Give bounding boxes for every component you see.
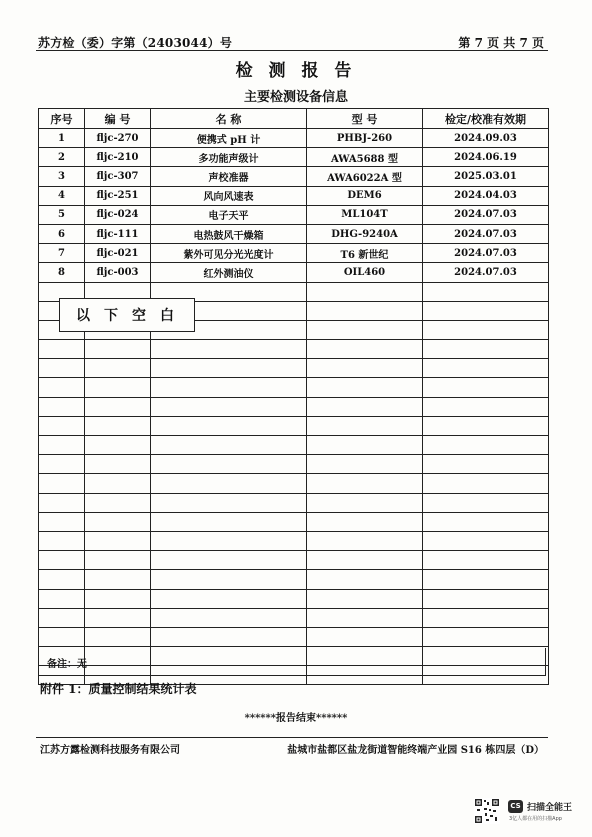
remark-text: 备注：无 [47, 659, 87, 670]
table-cell: PHBJ-260 [307, 129, 423, 148]
table-cell [423, 282, 549, 301]
table-cell [307, 627, 423, 646]
empty-table-row [39, 493, 549, 512]
table-cell [151, 359, 307, 378]
table-cell: 2024.09.03 [423, 129, 549, 148]
table-cell: fljc-210 [85, 148, 151, 167]
table-cell [307, 359, 423, 378]
table-cell [85, 397, 151, 416]
empty-table-row [39, 474, 549, 493]
camscanner-tagline: 3亿人都在用的扫描App [509, 816, 562, 822]
blank-below-stamp: 以下空白 [59, 298, 195, 332]
table-cell: 声校准器 [151, 167, 307, 186]
table-cell: 1 [39, 129, 85, 148]
camscanner-logo: CS [508, 800, 523, 813]
table-cell [151, 551, 307, 570]
col-header: 名 称 [151, 109, 307, 129]
table-cell [423, 320, 549, 339]
table-cell [85, 493, 151, 512]
table-cell [307, 570, 423, 589]
table-cell [85, 340, 151, 359]
table-cell [85, 570, 151, 589]
table-cell [307, 340, 423, 359]
table-cell [423, 340, 549, 359]
table-cell [307, 608, 423, 627]
table-cell [151, 474, 307, 493]
camscanner-name: 扫描全能王 [527, 803, 573, 813]
table-cell: 8 [39, 263, 85, 282]
table-cell [39, 570, 85, 589]
table-cell [423, 436, 549, 455]
table-cell: 4 [39, 186, 85, 205]
report-end-marker: ******报告结束****** [244, 713, 348, 724]
table-cell: ML104T [307, 205, 423, 224]
table-cell [151, 531, 307, 550]
table-cell [307, 531, 423, 550]
table-cell: 2024.07.03 [423, 205, 549, 224]
table-cell [423, 301, 549, 320]
table-cell [151, 493, 307, 512]
table-cell: 6 [39, 224, 85, 243]
remark-box [38, 648, 546, 676]
table-cell: DEM6 [307, 186, 423, 205]
table-cell [423, 570, 549, 589]
table-cell [423, 512, 549, 531]
table-row [39, 148, 549, 167]
table-row [39, 224, 549, 243]
table-row [39, 205, 549, 224]
table-cell: fljc-270 [85, 129, 151, 148]
table-cell [85, 627, 151, 646]
table-cell [307, 397, 423, 416]
table-cell [423, 551, 549, 570]
table-cell: T6 新世纪 [307, 244, 423, 263]
table-cell [307, 378, 423, 397]
table-cell [151, 416, 307, 435]
table-cell: AWA6022A 型 [307, 167, 423, 186]
section-subtitle: 主要检测设备信息 [243, 90, 348, 105]
table-cell [423, 493, 549, 512]
table-cell: 2025.03.01 [423, 167, 549, 186]
table-cell: 2024.07.03 [423, 244, 549, 263]
table-cell [151, 608, 307, 627]
table-cell: 电子天平 [151, 205, 307, 224]
empty-table-row [39, 416, 549, 435]
empty-table-row [39, 589, 549, 608]
table-cell [85, 512, 151, 531]
table-cell [85, 455, 151, 474]
equipment-table [38, 108, 549, 685]
table-cell [39, 589, 85, 608]
table-cell: 多功能声级计 [151, 148, 307, 167]
table-cell [307, 416, 423, 435]
col-header: 编 号 [85, 109, 151, 129]
table-cell [423, 627, 549, 646]
empty-table-row [39, 359, 549, 378]
table-cell [423, 608, 549, 627]
col-header: 序号 [39, 109, 85, 129]
table-cell [39, 436, 85, 455]
report-title: 检 测 报 告 [235, 61, 357, 81]
header-divider [36, 50, 548, 51]
table-cell [307, 512, 423, 531]
table-cell [151, 436, 307, 455]
table-cell [85, 378, 151, 397]
table-cell [307, 301, 423, 320]
table-cell: 电热鼓风干燥箱 [151, 224, 307, 243]
table-cell [423, 416, 549, 435]
table-body [39, 129, 549, 685]
empty-table-row [39, 627, 549, 646]
empty-table-row [39, 340, 549, 359]
table-cell: DHG-9240A [307, 224, 423, 243]
table-cell: 2024.04.03 [423, 186, 549, 205]
table-cell: fljc-021 [85, 244, 151, 263]
table-cell [39, 397, 85, 416]
table-cell: 便携式 pH 计 [151, 129, 307, 148]
table-cell: OIL460 [307, 263, 423, 282]
footer-divider [36, 737, 548, 738]
table-cell [307, 455, 423, 474]
table-cell [307, 282, 423, 301]
table-cell [151, 589, 307, 608]
table-cell: 2024.07.03 [423, 263, 549, 282]
table-cell [151, 512, 307, 531]
table-cell [39, 359, 85, 378]
empty-table-row [39, 378, 549, 397]
table-cell [307, 589, 423, 608]
table-cell [39, 455, 85, 474]
empty-table-row [39, 512, 549, 531]
table-cell [39, 531, 85, 550]
table-cell [151, 455, 307, 474]
table-cell: 5 [39, 205, 85, 224]
table-cell [423, 531, 549, 550]
table-cell [39, 493, 85, 512]
table-row [39, 129, 549, 148]
table-cell [39, 512, 85, 531]
empty-table-row [39, 570, 549, 589]
page-info: 第 7 页 共 7 页 [458, 36, 544, 50]
table-cell [85, 416, 151, 435]
table-cell [423, 455, 549, 474]
table-cell [85, 589, 151, 608]
empty-table-row [39, 551, 549, 570]
table-cell: 红外测油仪 [151, 263, 307, 282]
table-cell: fljc-024 [85, 205, 151, 224]
table-cell [39, 474, 85, 493]
table-cell: 2024.06.19 [423, 148, 549, 167]
empty-table-row [39, 531, 549, 550]
empty-table-row [39, 436, 549, 455]
table-cell [85, 359, 151, 378]
table-cell [151, 627, 307, 646]
table-cell [423, 359, 549, 378]
empty-table-row [39, 455, 549, 474]
table-cell: fljc-003 [85, 263, 151, 282]
empty-table-row [39, 397, 549, 416]
table-row [39, 244, 549, 263]
table-row [39, 167, 549, 186]
table-cell [39, 551, 85, 570]
qr-code-icon [474, 798, 500, 824]
table-cell [307, 436, 423, 455]
attachment-note: 附件 1：质量控制结果统计表 [40, 682, 197, 696]
table-cell: 2 [39, 148, 85, 167]
table-row [39, 186, 549, 205]
table-cell [39, 627, 85, 646]
table-cell [85, 436, 151, 455]
table-cell: AWA5688 型 [307, 148, 423, 167]
table-cell [307, 551, 423, 570]
col-header: 检定/校准有效期 [423, 109, 549, 129]
table-cell [39, 608, 85, 627]
table-cell [151, 570, 307, 589]
table-cell [423, 474, 549, 493]
table-cell: fljc-307 [85, 167, 151, 186]
table-cell [39, 340, 85, 359]
table-cell: fljc-111 [85, 224, 151, 243]
company-name: 江苏方露检测科技服务有限公司 [40, 745, 180, 756]
empty-table-row [39, 608, 549, 627]
table-cell: 3 [39, 167, 85, 186]
table-header-row [39, 109, 549, 129]
table-cell: 2024.07.03 [423, 224, 549, 243]
report-number: 苏方检（委）字第（2403044）号 [38, 36, 233, 50]
table-cell [307, 493, 423, 512]
table-cell [151, 378, 307, 397]
table-cell [151, 397, 307, 416]
table-cell: fljc-251 [85, 186, 151, 205]
table-cell [423, 397, 549, 416]
table-cell [39, 378, 85, 397]
table-cell: 风向风速表 [151, 186, 307, 205]
table-cell [151, 340, 307, 359]
table-cell [307, 320, 423, 339]
table-cell [85, 608, 151, 627]
col-header: 型 号 [307, 109, 423, 129]
table-cell [307, 474, 423, 493]
table-cell [85, 474, 151, 493]
table-cell [85, 531, 151, 550]
table-cell: 紫外可见分光光度计 [151, 244, 307, 263]
company-address: 盐城市盐都区盐龙街道智能终端产业园 S16 栋四层（D） [287, 745, 544, 756]
table-cell [85, 551, 151, 570]
table-cell: 7 [39, 244, 85, 263]
table-cell [423, 378, 549, 397]
table-row [39, 263, 549, 282]
table-cell [39, 416, 85, 435]
table-cell [423, 589, 549, 608]
